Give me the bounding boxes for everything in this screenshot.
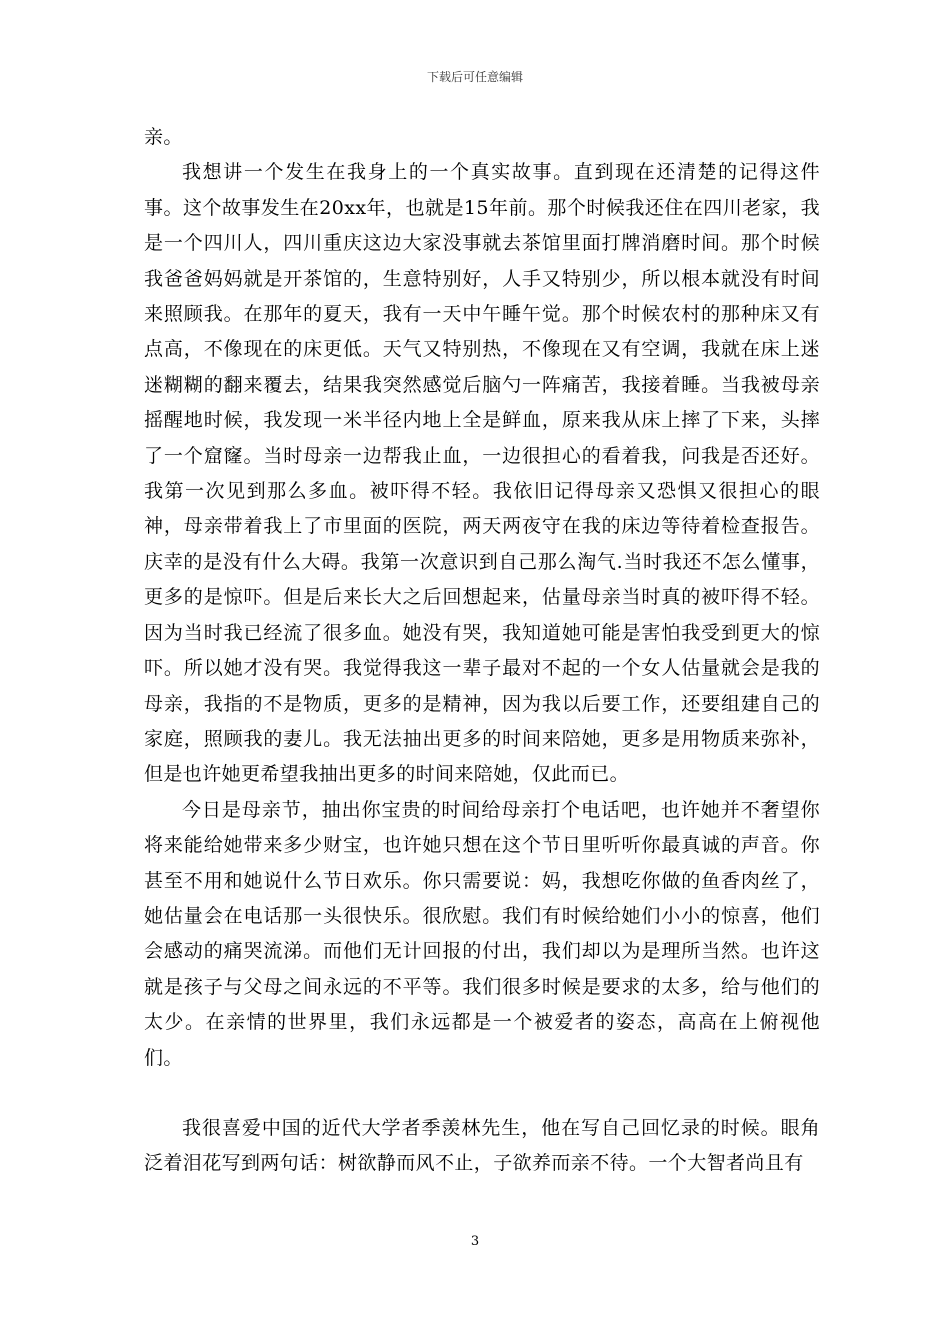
page-header: 下载后可任意编辑 xyxy=(426,70,523,84)
paragraph-continuation: 亲。 xyxy=(144,126,183,148)
document-body xyxy=(144,120,820,1182)
paragraph-story: 我想讲一个发生在我身上的一个真实故事。直到现在还清楚的记得这件事。这个故事发生在20xx年，也就是15年前。那个时候我还住在四川老家，我是一个四川人，四川重庆这边大家没事就去茶馆里面打牌消磨时间。那个时候我爸爸妈妈就是开茶馆的，生意特别好，人手又特别少，所以根本就没有时间来照顾我。在那年的夏天，我有一天中午睡午觉。那个时候农村的那种床又有点高，不像现在的床更低。天气又特别热，不像现在又有空调，我就在床上迷迷糊糊的翻来覆去，结果我突然感觉后脑勺一阵痛苦，我接着睡。当我被母亲摇醒地时候，我发现一米半径内地上全是鲜血，原来我从床上摔了下来，头摔了一个窟窿。当时母亲一边帮我止血，一边很担心的看着我，问我是否还好。我第一次见到那么多血。被吓得不轻。我依旧记得母亲又恐惧又很担心的眼神，母亲带着我上了市里面的医院，两天两夜守在我的床边等待着检查报告。庆幸的是没有什么大碍。我第一次意识到自己那么淘气.当时我还不怎么懂事，更多的是惊吓。但是后来长大之后回想起来，估量母亲当时真的被吓得不轻。因为当时我已经流了很多血。她没有哭，我知道她可能是害怕我受到更大的惊吓。所以她才没有哭。我觉得我这一辈子最对不起的一个女人估量就会是我的母亲，我指的不是物质，更多的是精神，因为我以后要工作，还要组建自己的家庭，照顾我的妻儿。我无法抽出更多的时间来陪她，更多是用物质来弥补，但是也许她更希望我抽出更多的时间来陪她，仅此而已。 xyxy=(144,161,820,786)
paragraph-ji-xianlin: 我很喜爱中国的近代大学者季羡林先生，他在写自己回忆录的时候。眼角泛着泪花写到两句话：树欲静而风不止，子欲养而亲不待。一个大智者尚且有 xyxy=(144,1116,820,1175)
page-number: 3 xyxy=(470,1234,480,1249)
paragraph-mothers-day: 今日是母亲节，抽出你宝贵的时间给母亲打个电话吧，也许她并不奢望你将来能给她带来多少财宝，也许她只想在这个节日里听听你最真诚的声音。你甚至不用和她说什么节日欢乐。你只需要说：妈，我想吃你做的鱼香肉丝了，她估量会在电话那一头很快乐。很欣慰。我们有时候给她们小小的惊喜，他们会感动的痛哭流涕。而他们无计回报的付出，我们却以为是理所当然。也许这就是孩子与父母之间永远的不平等。我们很多时候是要求的太多，给与他们的太少。在亲情的世界里，我们永远都是一个被爱者的姿态，高高在上俯视他们。 xyxy=(144,798,820,1069)
paragraph-spacer xyxy=(144,1076,820,1111)
